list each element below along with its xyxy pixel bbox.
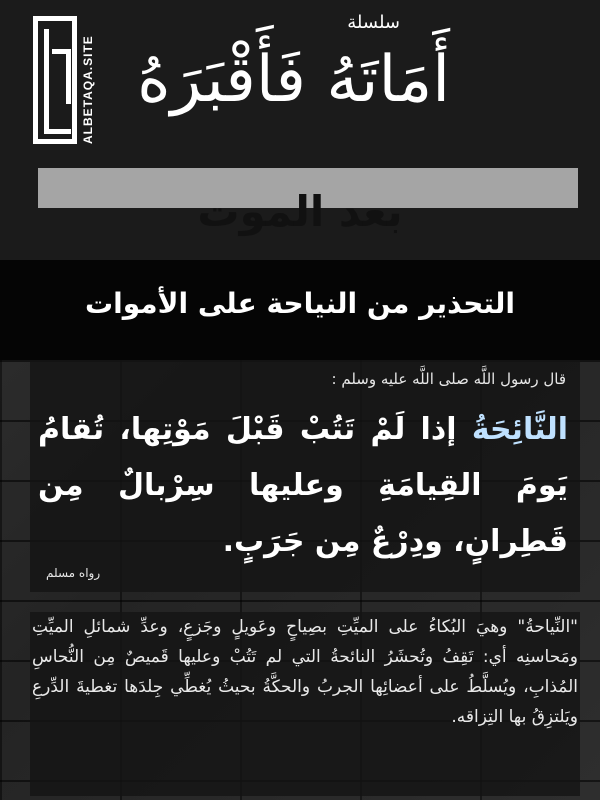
logo-site-text: ALBETAQA.SITE xyxy=(81,35,95,144)
topic-title: التحذير من النياحة على الأموات xyxy=(85,287,515,320)
hadith-section xyxy=(30,360,580,592)
hadith-body: إذا لَمْ تَتُبْ قَبْلَ مَوْتِها، تُقامُ يَومَ القِيامَةِ وعليها سِرْبالٌ مِن قَطِرانٍ، ودِرْعٌ مِن جَرَبٍ. xyxy=(38,412,568,559)
subtitle-text: بعد الموت xyxy=(197,187,403,236)
hadith-highlight-word: النَّائِحَةُ xyxy=(471,412,568,447)
hadith-narrator: رواه مسلم xyxy=(46,566,101,580)
subtitle-banner xyxy=(0,162,600,260)
explanation-section xyxy=(30,612,580,796)
topic-banner xyxy=(0,260,600,360)
logo-emblem-icon xyxy=(33,16,77,144)
explanation-text: "النِّياحةُ" وهيَ البُكاءُ على الميِّتِ بصِياحٍ وعَويلٍ وجَزعٍ، وعدِّ شمائلِ الميِّتِ ومَحاسنِه أي: تَقِفُ وتُحشَرُ النائحةُ التي لم تَتُبْ وعليها قَميصٌ مِن النُّحاسِ المُذابِ، ويُسلَّطُ على أعضائِها الجربُ والحكَّةُ بحيثُ يُغطِّي جِلدَها تغطيةَ الدِّرعِ ويَلتزِقُ بها التِزاقه. xyxy=(32,617,578,727)
header xyxy=(0,0,600,162)
site-logo xyxy=(33,16,103,144)
series-title: أَمَاتَهُ فَأَقْبَرَهُ xyxy=(137,43,450,117)
hadith-text xyxy=(38,402,568,570)
series-label: سلسلة xyxy=(347,12,400,33)
hadith-intro: قال رسول اللَّه صلى اللَّه عليه وسلم : xyxy=(331,370,566,388)
